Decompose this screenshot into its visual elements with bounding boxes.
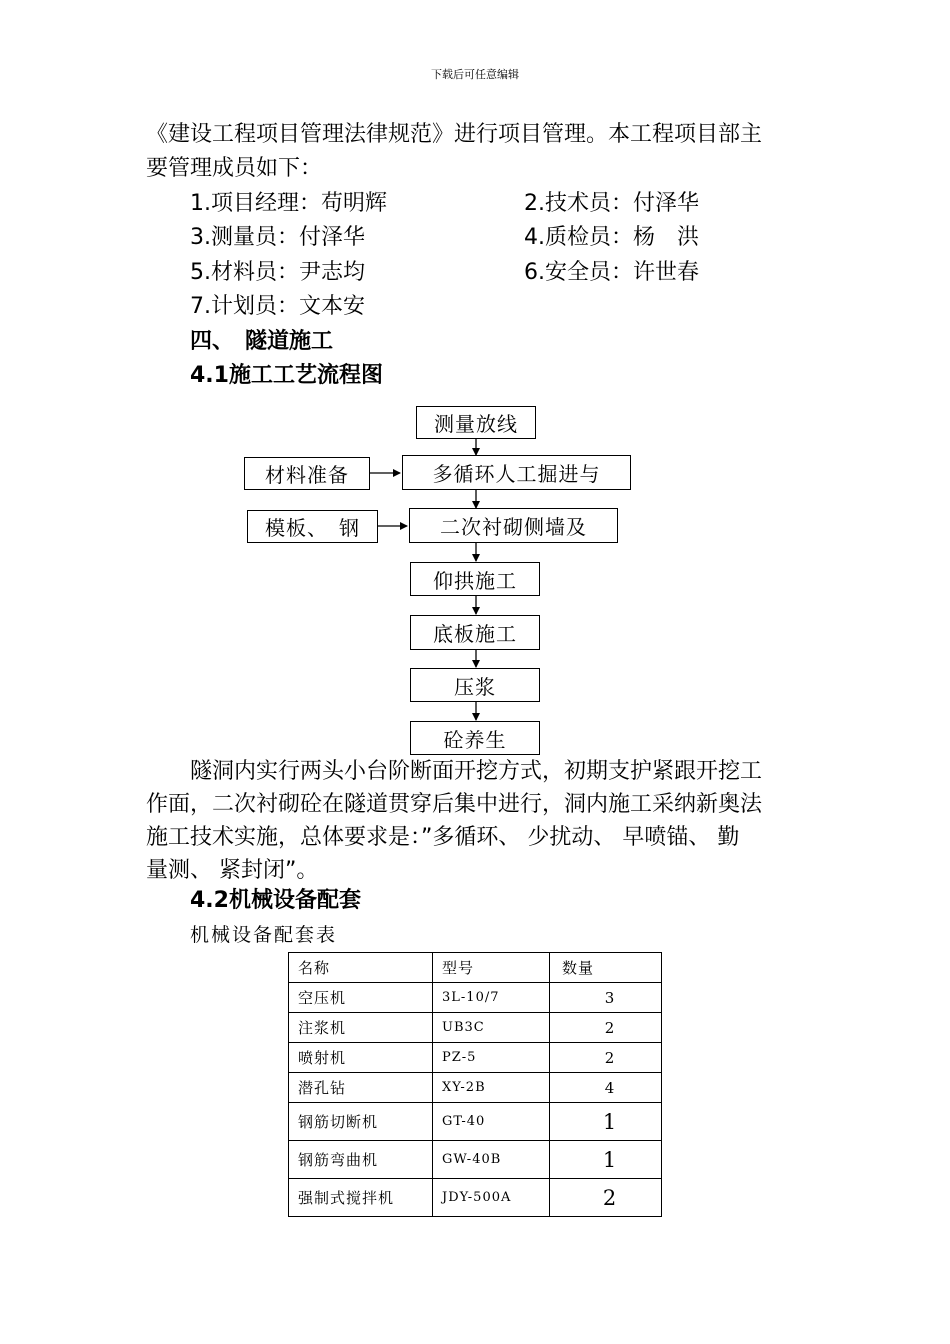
header-model: 型号 <box>433 953 550 983</box>
para-line-3: 施工技术实施，总体要求是：”多循环、 少扰动、 早喷锚、 勤 <box>146 825 740 850</box>
cell-model: UB3C <box>433 1013 550 1043</box>
cell-qty: 2 <box>550 1013 662 1043</box>
cell-model: GW-40B <box>433 1141 550 1179</box>
cell-model: GT-40 <box>433 1103 550 1141</box>
cell-qty: 1 <box>550 1103 662 1141</box>
cell-name: 钢筋弯曲机 <box>289 1141 433 1179</box>
flow-step-label: 模板、 钢 <box>265 516 360 540</box>
intro-line-2: 要管理成员如下： <box>146 156 323 181</box>
table-row <box>289 1013 662 1043</box>
para-line-1: 隧洞内实行两头小台阶断面开挖方式，初期支护紧跟开挖工 <box>190 759 763 784</box>
flow-step-excavation <box>402 455 631 490</box>
header-name: 名称 <box>289 953 433 983</box>
section-4-title: 四、 隧道施工 <box>190 329 334 354</box>
cell-qty: 3 <box>550 983 662 1013</box>
staff-item: 6.安全员：许世春 <box>524 260 699 285</box>
intro-line-1: 《建设工程项目管理法律规范》进行项目管理。本工程项目部主 <box>146 122 763 147</box>
table-row <box>289 1141 662 1179</box>
table-header-row <box>289 953 662 983</box>
staff-item: 4.质检员：杨 洪 <box>524 225 699 250</box>
flow-step-label: 二次衬砌侧墙及 <box>440 515 587 539</box>
flow-step-label: 测量放线 <box>434 412 518 436</box>
cell-qty: 2 <box>550 1043 662 1073</box>
flow-side-materials <box>244 457 370 490</box>
cell-name: 钢筋切断机 <box>289 1103 433 1141</box>
flow-step-curing <box>410 721 540 755</box>
table-row <box>289 1103 662 1141</box>
flow-step-label: 仰拱施工 <box>433 568 517 593</box>
section-4-1-title: 4.1施工工艺流程图 <box>190 363 383 388</box>
cell-model: 3L-10/7 <box>433 983 550 1013</box>
cell-qty: 2 <box>550 1179 662 1217</box>
flow-step-label: 压浆 <box>454 674 496 699</box>
table-row <box>289 1043 662 1073</box>
flow-step-floor <box>410 615 540 650</box>
flow-step-label: 多循环人工掘进与 <box>432 462 601 486</box>
cell-name: 强制式搅拌机 <box>289 1179 433 1217</box>
cell-name: 空压机 <box>289 983 433 1013</box>
flow-step-label: 砼养生 <box>443 727 507 752</box>
table-row <box>289 1179 662 1217</box>
table-caption: 机械设备配套表 <box>190 924 338 946</box>
cell-model: JDY-500A <box>433 1179 550 1217</box>
staff-item: 1.项目经理：苟明辉 <box>190 191 387 216</box>
flow-step-lining <box>409 508 618 543</box>
staff-item: 3.测量员：付泽华 <box>190 225 365 250</box>
page-header: 下载后可任意编辑 <box>431 68 519 81</box>
flow-step-label: 材料准备 <box>265 463 349 487</box>
para-line-2: 作面，二次衬砌砼在隧道贯穿后集中进行，洞内施工采纳新奥法 <box>146 792 763 817</box>
staff-item: 5.材料员：尹志均 <box>190 260 365 285</box>
table-row <box>289 1073 662 1103</box>
staff-item: 7.计划员：文本安 <box>190 294 365 319</box>
equipment-table <box>288 952 662 1217</box>
flow-side-formwork <box>247 510 378 543</box>
cell-name: 喷射机 <box>289 1043 433 1073</box>
flow-step-label: 底板施工 <box>433 622 517 646</box>
flow-step-survey <box>416 406 536 439</box>
cell-model: XY-2B <box>433 1073 550 1103</box>
flow-step-invert <box>410 562 540 596</box>
cell-name: 潜孔钻 <box>289 1073 433 1103</box>
header-qty: 数量 <box>550 953 662 983</box>
staff-item: 2.技术员：付泽华 <box>524 191 699 216</box>
cell-model: PZ-5 <box>433 1043 550 1073</box>
cell-name: 注浆机 <box>289 1013 433 1043</box>
cell-qty: 4 <box>550 1073 662 1103</box>
cell-qty: 1 <box>550 1141 662 1179</box>
para-line-4: 量测、 紧封闭”。 <box>146 858 319 883</box>
section-4-2-title: 4.2机械设备配套 <box>190 888 361 913</box>
table-row <box>289 983 662 1013</box>
flow-step-grouting <box>410 668 540 702</box>
